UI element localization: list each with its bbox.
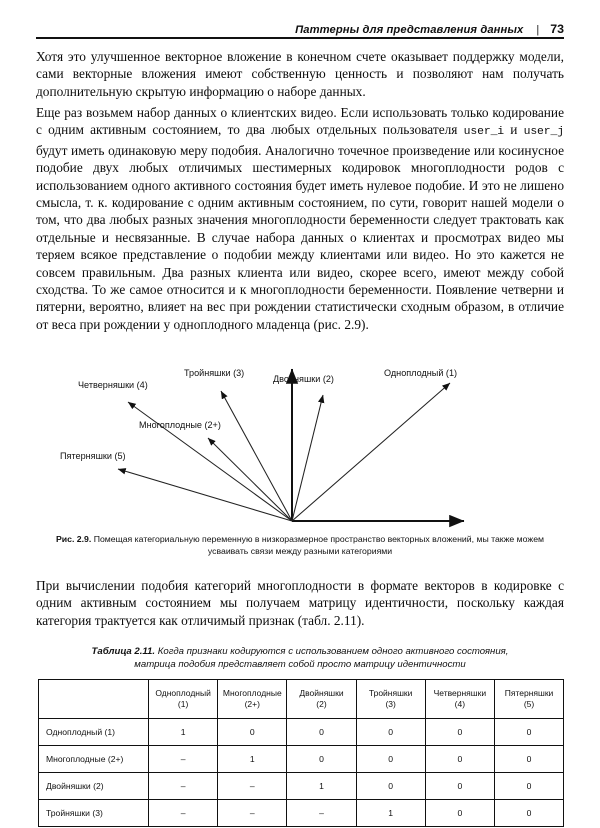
table-cell: 0 xyxy=(494,800,563,827)
table-cell: 0 xyxy=(425,800,494,827)
page-number: 73 xyxy=(550,22,564,36)
table-cell: – xyxy=(218,800,287,827)
column-header-index: (1) xyxy=(177,699,189,709)
column-header-name: Многоплодные xyxy=(222,687,282,698)
table-cell: 1 xyxy=(149,719,218,746)
table-number: Таблица 2.11. xyxy=(91,646,156,657)
column-header-name: Двойняшки xyxy=(299,687,344,698)
running-head-title: Паттерны для представления данных xyxy=(295,24,524,36)
table-title-line2: матрица подобия представляет собой просто матрицу идентичности xyxy=(134,659,466,671)
paragraph-second xyxy=(36,104,564,333)
table-cell: 1 xyxy=(356,800,425,827)
vector-label-odnoplodny: Одноплодный (1) xyxy=(384,368,458,378)
table-cell: – xyxy=(149,746,218,773)
paragraph-second-conjunction: и xyxy=(504,122,524,138)
column-header-name: Тройняшки xyxy=(368,687,413,698)
table-row xyxy=(39,800,564,827)
table-header xyxy=(39,680,564,719)
figure-caption-line1: Помещая категориальную переменную в низкоразмерное пространство векторных вложений, xyxy=(93,534,475,544)
table-cell: 0 xyxy=(494,773,563,800)
table-cell: 0 xyxy=(425,719,494,746)
inline-code-user-i: user_i xyxy=(463,126,505,139)
column-header-index: (2) xyxy=(316,699,327,709)
column-header-name: Пятерняшки xyxy=(504,687,554,698)
column-header-index: (2+) xyxy=(244,699,260,709)
vector-odnoplodny xyxy=(292,383,450,521)
figure-caption xyxy=(44,534,556,557)
table-corner-cell xyxy=(39,680,149,719)
vector-label-dvoinyashki: Двойняшки (2) xyxy=(273,374,334,384)
table-title xyxy=(44,645,556,671)
vector-troinyashki xyxy=(221,391,292,521)
vector-label-troinyashki: Тройняшки (3) xyxy=(184,368,245,378)
column-header-name: Четверняшки xyxy=(433,687,487,698)
table-cell: 0 xyxy=(356,719,425,746)
vector-label-mnogoplodnye: Многоплодные (2+) xyxy=(139,420,221,430)
table-header-row xyxy=(39,680,564,719)
paragraph-intro: Хотя это улучшенное векторное вложение в конечном счете оказывает поддержку модели, сами векторные вложения имеют собственную ценность и позволяют нам получать дополнительную скрытую информацию о наборе данных. xyxy=(36,49,564,99)
table-cell: 0 xyxy=(494,719,563,746)
row-label: Тройняшки (3) xyxy=(39,800,149,827)
running-head-rule xyxy=(36,37,564,39)
table-cell: – xyxy=(287,800,356,827)
table-cell: 0 xyxy=(425,746,494,773)
table-cell: 0 xyxy=(356,746,425,773)
table-cell: 0 xyxy=(287,746,356,773)
vector-labels xyxy=(60,368,457,461)
column-header-chetvernyashki xyxy=(425,680,494,719)
table-cell: 0 xyxy=(287,719,356,746)
vector-embedding-diagram xyxy=(36,358,564,530)
figure-number: Рис. 2.9. xyxy=(55,534,92,544)
row-label: Двойняшки (2) xyxy=(39,773,149,800)
running-head xyxy=(36,14,564,36)
column-header-index: (4) xyxy=(454,699,466,709)
column-header-odnoplodny xyxy=(149,680,218,719)
column-header-dvoinyashki xyxy=(287,680,356,719)
table-title-line1: Когда признаки кодируются с использованием одного активного состояния, xyxy=(157,646,509,657)
table-cell: 0 xyxy=(494,746,563,773)
row-label: Одноплодный (1) xyxy=(39,719,149,746)
figure-2-9 xyxy=(36,358,564,530)
category-vectors xyxy=(118,383,450,521)
vector-label-pyaternyashki: Пятерняшки (5) xyxy=(60,451,126,461)
table-cell: 1 xyxy=(218,746,287,773)
vector-label-chetvernyashki: Четверняшки (4) xyxy=(78,380,148,390)
vector-dvoinyashki xyxy=(292,395,323,521)
column-header-troinyashki xyxy=(356,680,425,719)
column-header-mnogoplodnye xyxy=(218,680,287,719)
table-body xyxy=(39,719,564,827)
column-header-index: (5) xyxy=(523,699,535,709)
table-row xyxy=(39,719,564,746)
table-row xyxy=(39,773,564,800)
paragraph-second-part-c: будут иметь одинаковую меру подобия. Аналогично точечное произведение или косинусное подобие двух любых отличимых шестимерных кодировок многоплодности родов с использованием одного активного состояния будет иметь нулевое подобие. И это не лишено смысла, т. к. кодирование с одним активным состоянием, по сути, говорит нашей модели о том, что два любых разных значения многоплодности беременности следует трактовать как отдельные и несвязанные. В случае набора данных о клиентах и просмотрах видео мы теряем всякое представление о подобии между клиентами или видео. Но это кажется не совсем правильным. Два разных клиента или видео, скорее всего, имеют между собой сходства. То же самое относится и к многоплодности беременности. Появление четверни и пятерни, вероятно, влияет на вес при рождении статистически сходным образом, в отличие от веса при рождении у одноплодного младенца (рис. 2.9). xyxy=(36,142,564,332)
paragraph-third: При вычислении подобия категорий многоплодности в формате векторов в кодировке с одним активным состоянием мы получаем матрицу идентичности, поскольку каждая категория трактуется как отличимый признак (табл. 2.11). xyxy=(36,578,564,628)
paragraph-block-third xyxy=(36,577,564,629)
paragraph-block-second xyxy=(36,104,564,333)
row-label: Многоплодные (2+) xyxy=(39,746,149,773)
similarity-matrix-table xyxy=(38,679,564,827)
table-cell: – xyxy=(218,773,287,800)
table-row xyxy=(39,746,564,773)
figure-caption-line2: мы также можем усваивать связи между разными категориями xyxy=(207,534,544,556)
column-header-pyaternyashki xyxy=(494,680,563,719)
paragraph-second-part-a: Еще раз возьмем набор данных о клиентских видео. Если использовать только кодирование с одним активным состоянием, то два любых отдельных пользователя xyxy=(36,105,564,138)
paragraph-block-intro xyxy=(36,48,564,100)
column-header-name: Одноплодный xyxy=(155,687,211,698)
table-cell: 1 xyxy=(287,773,356,800)
inline-code-user-j: user_j xyxy=(523,126,564,139)
table-cell: – xyxy=(149,773,218,800)
table-cell: 0 xyxy=(218,719,287,746)
running-head-separator: | xyxy=(536,24,540,36)
column-header-index: (3) xyxy=(385,699,396,709)
table-cell: 0 xyxy=(356,773,425,800)
table-cell: – xyxy=(149,800,218,827)
table-cell: 0 xyxy=(425,773,494,800)
